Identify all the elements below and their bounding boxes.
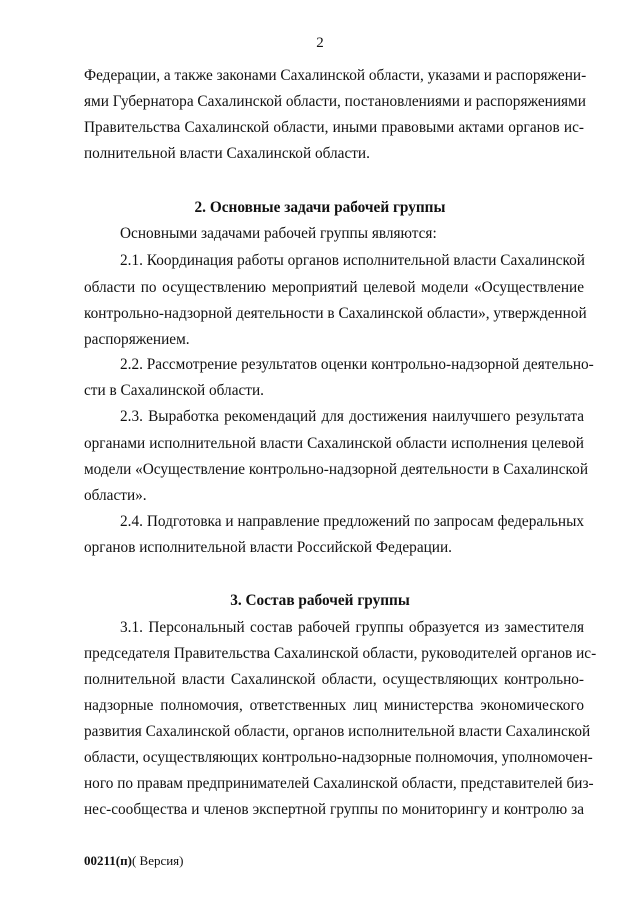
item-2-4-line-2: органов исполнительной власти Российской Федерации. — [84, 539, 452, 556]
section-3-heading: 3. Состав рабочей группы — [230, 592, 410, 609]
item-2-3-line-4: области». — [84, 487, 147, 504]
intro-line-4: полнительной власти Сахалинской области. — [84, 145, 370, 162]
item-3-1-line-8: нес-сообщества и членов экспертной группы по мониторингу и контролю за — [84, 801, 584, 818]
intro-line-1: Федерации, а также законами Сахалинской области, указами и распоряжени- — [84, 67, 587, 84]
item-2-1-line-4: распоряжением. — [84, 331, 190, 348]
item-3-1-line-7: ного по правам предпринимателей Сахалинской области, представителей биз- — [84, 775, 594, 792]
item-2-2-line-2: сти в Сахалинской области. — [84, 382, 264, 399]
intro-line-3: Правительства Сахалинской области, иными правовыми актами органов ис- — [84, 119, 584, 136]
item-2-1-line-3: контрольно-надзорной деятельности в Сахалинской области», утвержденной — [84, 305, 587, 322]
item-3-1-line-3: полнительной власти Сахалинской области, осуществляющих контрольно- — [84, 671, 584, 688]
item-2-3-line-3: модели «Осуществление контрольно-надзорной деятельности в Сахалинской — [84, 461, 589, 478]
item-2-3-line-1: 2.3. Выработка рекомендаций для достижения наилучшего результата — [120, 408, 584, 425]
footer — [84, 853, 184, 869]
item-2-4-line-1: 2.4. Подготовка и направление предложений по запросам федеральных — [120, 513, 584, 530]
item-2-2-line-1: 2.2. Рассмотрение результатов оценки контрольно-надзорной деятельно- — [120, 356, 594, 373]
item-3-1-line-4: надзорные полномочия, ответственных лиц министерства экономического — [84, 697, 584, 714]
document-version: ( Версия) — [131, 853, 184, 868]
page-number: 2 — [316, 35, 324, 51]
intro-line-2: ями Губернатора Сахалинской области, постановлениями и распоряжениями — [84, 93, 586, 110]
section-2-heading: 2. Основные задачи рабочей группы — [194, 199, 446, 216]
item-3-1-line-6: области, осуществляющих контрольно-надзорные полномочия, уполномочен- — [84, 749, 593, 766]
item-2-1-line-1: 2.1. Координация работы органов исполнительной власти Сахалинской — [120, 252, 585, 269]
item-3-1-line-2: председателя Правительства Сахалинской области, руководителей органов ис- — [84, 645, 597, 662]
item-2-3-line-2: органами исполнительной власти Сахалинской области исполнения целевой — [84, 435, 584, 452]
item-3-1-line-5: развития Сахалинской области, органов исполнительной власти Сахалинской — [84, 723, 591, 740]
section-2-lead: Основными задачами рабочей группы являются: — [120, 225, 437, 242]
document-code: 00211(п) — [84, 853, 132, 868]
item-3-1-line-1: 3.1. Персональный состав рабочей группы образуется из заместителя — [120, 619, 584, 636]
item-2-1-line-2: области по осуществлению мероприятий целевой модели «Осуществление — [84, 279, 584, 296]
